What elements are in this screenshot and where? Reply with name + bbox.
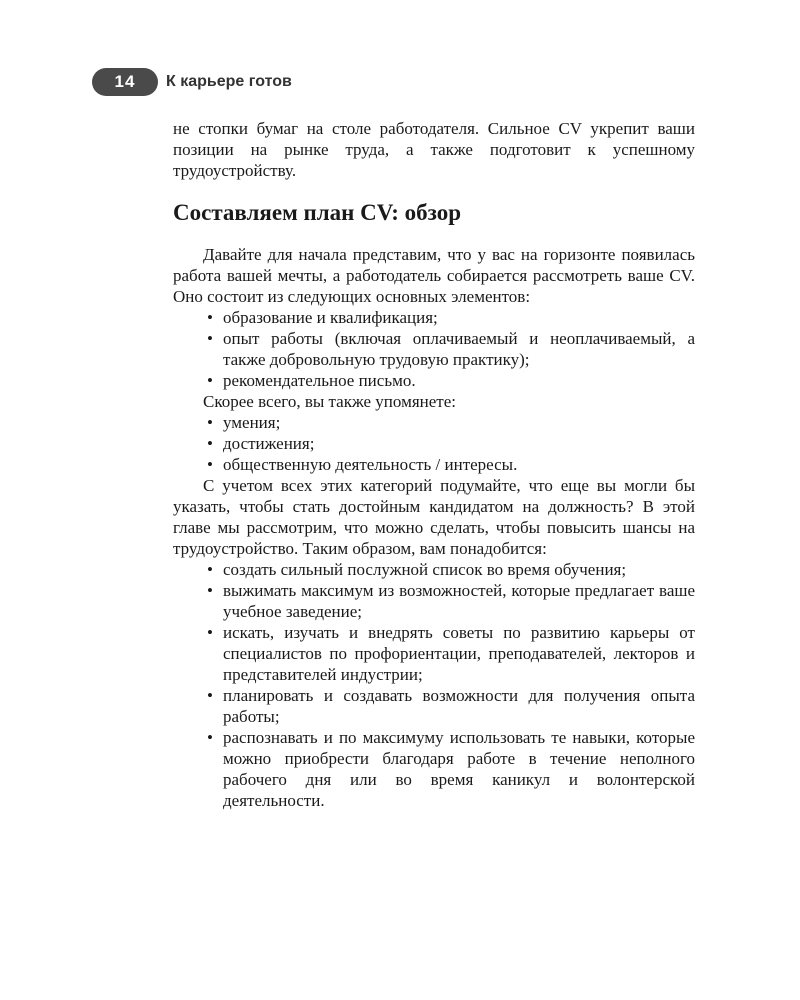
page-header bbox=[92, 68, 292, 96]
cv-elements-list bbox=[173, 307, 695, 391]
section-title: Составляем план CV: обзор bbox=[173, 200, 462, 225]
list-item: • достижения; bbox=[205, 433, 695, 454]
actions-list bbox=[173, 559, 695, 811]
list-item: • искать, изучать и внедрять советы по развитию карьеры от специалистов по профориентации, преподавателей, лекторов и представителей индустрии; bbox=[205, 622, 695, 685]
list-item: • общественную деятельность / интересы. bbox=[205, 454, 695, 475]
list-item: • создать сильный послужной список во время обучения; bbox=[205, 559, 695, 580]
list-item: • планировать и создавать возможности для получения опыта работы; bbox=[205, 685, 695, 727]
paragraph-categories: С учетом всех этих категорий подумайте, что еще вы могли бы указать, чтобы стать достойным кандидатом на должность? В этой главе мы рассмотрим, что можно сделать, чтобы повысить шансы на трудоустройство. Таким образом, вам понадобится: bbox=[173, 476, 695, 558]
list-item: • распознавать и по максимуму использовать те навыки, которые можно приобрести благодаря работе в течение неполного рабочего дня или во время каникул и волонтерской деятельности. bbox=[205, 727, 695, 811]
intro-paragraph: не стопки бумаг на столе работодателя. Сильное CV укрепит ваши позиции на рынке труда, а также подготовит к успешному трудоустройству. bbox=[173, 119, 695, 180]
list-item: • опыт работы (включая оплачиваемый и неоплачиваемый, а также добровольную трудовую практику); bbox=[205, 328, 695, 370]
list-item: • умения; bbox=[205, 412, 695, 433]
paragraph-mentions: Скорее всего, вы также упомянете: bbox=[203, 392, 456, 411]
page-number-badge: 14 bbox=[92, 68, 158, 96]
list-item: • рекомендательное письмо. bbox=[205, 370, 695, 391]
running-title: К карьере готов bbox=[166, 73, 292, 90]
page-content bbox=[173, 118, 695, 811]
list-item: • образование и квалификация; bbox=[205, 307, 695, 328]
mentions-list bbox=[173, 412, 695, 475]
paragraph-elements: Давайте для начала представим, что у вас на горизонте появилась работа вашей мечты, а работодатель собирается рассмотреть ваше CV. Оно состоит из следующих основных элементов: bbox=[173, 245, 695, 306]
list-item: • выжимать максимум из возможностей, которые предлагает ваше учебное заведение; bbox=[205, 580, 695, 622]
